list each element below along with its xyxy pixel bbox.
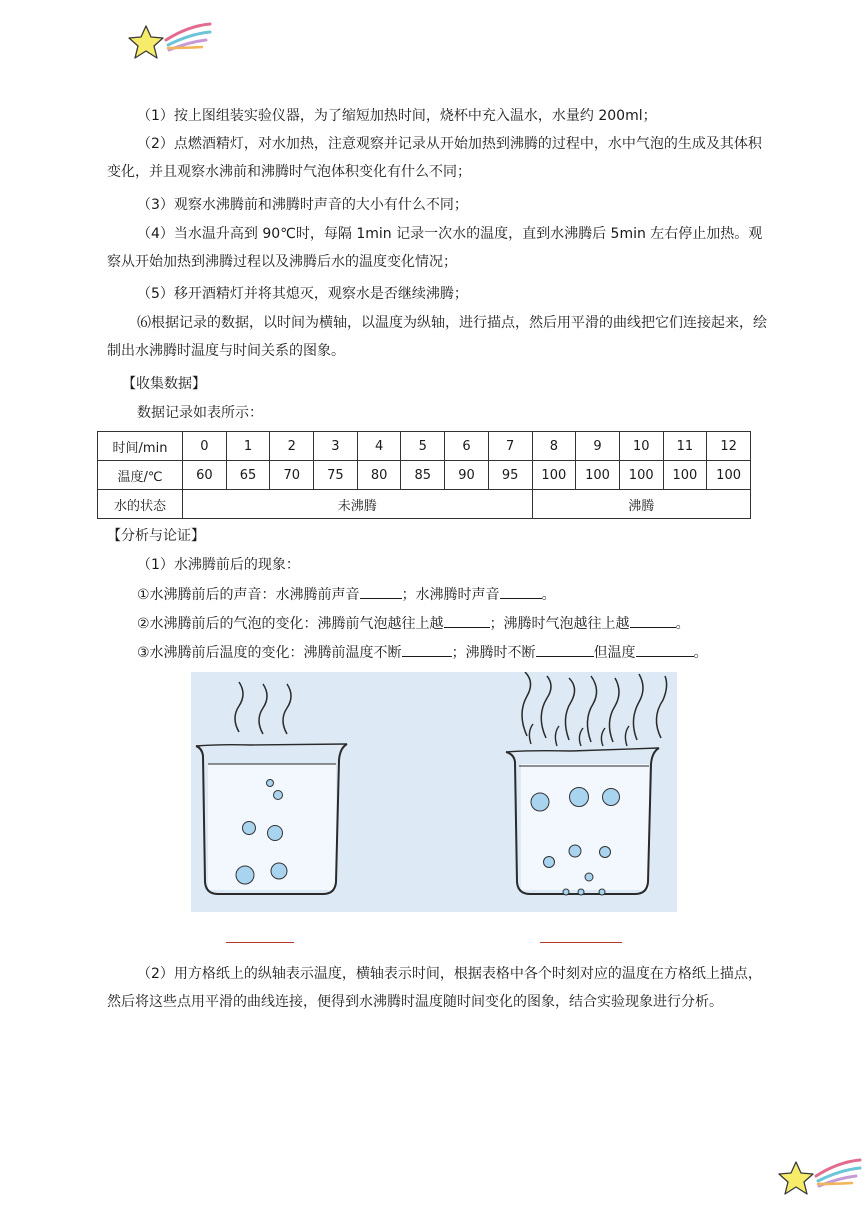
- table-cell: 3: [314, 432, 358, 461]
- bubble: [569, 845, 581, 857]
- bubble: [599, 889, 605, 895]
- answer-text: ①水沸腾前后的声音：水沸腾前声音: [137, 587, 360, 603]
- table-cell: 6: [445, 432, 489, 461]
- table-cell: 80: [357, 461, 401, 490]
- temp-label: 温度/℃: [98, 461, 183, 490]
- state-boiling-cell: 沸腾: [532, 490, 750, 519]
- question-1: （1）水沸腾前后的现象：: [137, 557, 300, 573]
- state-before-cell: 未沸腾: [183, 490, 533, 519]
- answer-blank[interactable]: [444, 611, 490, 628]
- step-5: （5）移开酒精灯并将其熄灭，观察水是否继续沸腾；: [137, 286, 468, 302]
- bubble: [585, 873, 593, 881]
- table-cell: 100: [707, 461, 751, 490]
- table-cell: 8: [532, 432, 576, 461]
- table-cell: 7: [488, 432, 532, 461]
- answer-text: ②水沸腾前后的气泡的变化：沸腾前气泡越往上越: [137, 616, 444, 632]
- bubble: [268, 826, 283, 841]
- table-cell: 5: [401, 432, 445, 461]
- step-1: （1）按上图组装实验仪器，为了缩短加热时间，烧杯中充入温水，水量约 200ml；: [137, 108, 657, 124]
- answer-text: ；沸腾时气泡越往上越: [489, 616, 630, 632]
- shooting-star-icon: [776, 1154, 862, 1202]
- answer-line-3: [137, 640, 708, 665]
- bubble: [578, 889, 584, 895]
- answer-text: 。: [693, 645, 708, 661]
- answer-text: ③水沸腾前后温度的变化：沸腾前温度不断: [137, 645, 402, 661]
- table-cell: 85: [401, 461, 445, 490]
- question-2: （2）用方格纸上的纵轴表示温度，横轴表示时间，根据表格中各个时刻对应的温度在方格纸上描点，然后将这些点用平滑的曲线连接，便得到水沸腾时温度随时间变化的图象，结合实验现象进行分析。: [107, 966, 762, 1010]
- table-cell: 100: [663, 461, 707, 490]
- table-cell: 90: [445, 461, 489, 490]
- bubble: [563, 889, 569, 895]
- answer-text: ；沸腾时不断: [451, 645, 536, 661]
- table-cell: 75: [314, 461, 358, 490]
- table-cell: 0: [183, 432, 227, 461]
- table-cell: 2: [270, 432, 314, 461]
- table-cell: 70: [270, 461, 314, 490]
- answer-blank[interactable]: [360, 582, 402, 599]
- table-cell: 9: [576, 432, 620, 461]
- table-cell: 11: [663, 432, 707, 461]
- table-cell: 95: [488, 461, 532, 490]
- bubble: [243, 822, 256, 835]
- table-cell: 4: [357, 432, 401, 461]
- bubble: [600, 847, 611, 858]
- analysis-heading: 【分析与论证】: [107, 528, 205, 544]
- answer-line-2: [137, 611, 690, 636]
- step-4: （4）当水温升高到 90℃时，每隔 1min 记录一次水的温度，直到水沸腾后 5min 左右停止加热。观察从开始加热到沸腾过程以及沸腾后水的温度变化情况；: [107, 226, 763, 270]
- table-cell: 100: [576, 461, 620, 490]
- table-cell: 100: [532, 461, 576, 490]
- answer-blank[interactable]: [630, 611, 676, 628]
- time-label: 时间/min: [98, 432, 183, 461]
- collect-heading: 【收集数据】: [122, 376, 206, 392]
- answer-blank-left[interactable]: [226, 942, 294, 943]
- answer-blank-right[interactable]: [540, 942, 622, 943]
- table-cell: 1: [226, 432, 270, 461]
- table-cell: 65: [226, 461, 270, 490]
- collect-intro: 数据记录如表所示：: [137, 405, 263, 421]
- table-row: [98, 490, 751, 519]
- bubble: [271, 863, 287, 879]
- bubble: [236, 866, 254, 884]
- table-row: [98, 432, 751, 461]
- answer-text: 。: [541, 587, 556, 603]
- answer-blank[interactable]: [536, 640, 594, 657]
- bubble: [544, 857, 555, 868]
- bubble: [274, 791, 283, 800]
- step-2: （2）点燃酒精灯，对水加热，注意观察并记录从开始加热到沸腾的过程中，水中气泡的生成及其体积变化，并且观察水沸前和沸腾时气泡体积变化有什么不同；: [107, 136, 762, 180]
- table-cell: 12: [707, 432, 751, 461]
- table-cell: 10: [619, 432, 663, 461]
- state-label: 水的状态: [98, 490, 183, 519]
- answer-blank[interactable]: [402, 640, 452, 657]
- table-cell: 60: [183, 461, 227, 490]
- data-table: [97, 431, 751, 519]
- answer-text: 但温度: [593, 645, 636, 661]
- answer-text: ；水沸腾时声音: [401, 587, 500, 603]
- table-cell: 100: [619, 461, 663, 490]
- bubble: [603, 789, 620, 806]
- shooting-star-icon: [126, 18, 212, 66]
- answer-text: 。: [675, 616, 690, 632]
- step-3: （3）观察水沸腾前和沸腾时声音的大小有什么不同；: [137, 197, 468, 213]
- table-row: [98, 461, 751, 490]
- bubble: [531, 793, 549, 811]
- bubble: [570, 788, 589, 807]
- answer-blank[interactable]: [500, 582, 542, 599]
- answer-line-1: [137, 582, 556, 607]
- beaker-illustration: [191, 672, 677, 912]
- step-6: ⑹根据记录的数据，以时间为横轴，以温度为纵轴，进行描点，然后用平滑的曲线把它们连接起来，绘制出水沸腾时温度与时间关系的图象。: [107, 315, 767, 359]
- bubble: [267, 780, 274, 787]
- answer-blank[interactable]: [636, 640, 694, 657]
